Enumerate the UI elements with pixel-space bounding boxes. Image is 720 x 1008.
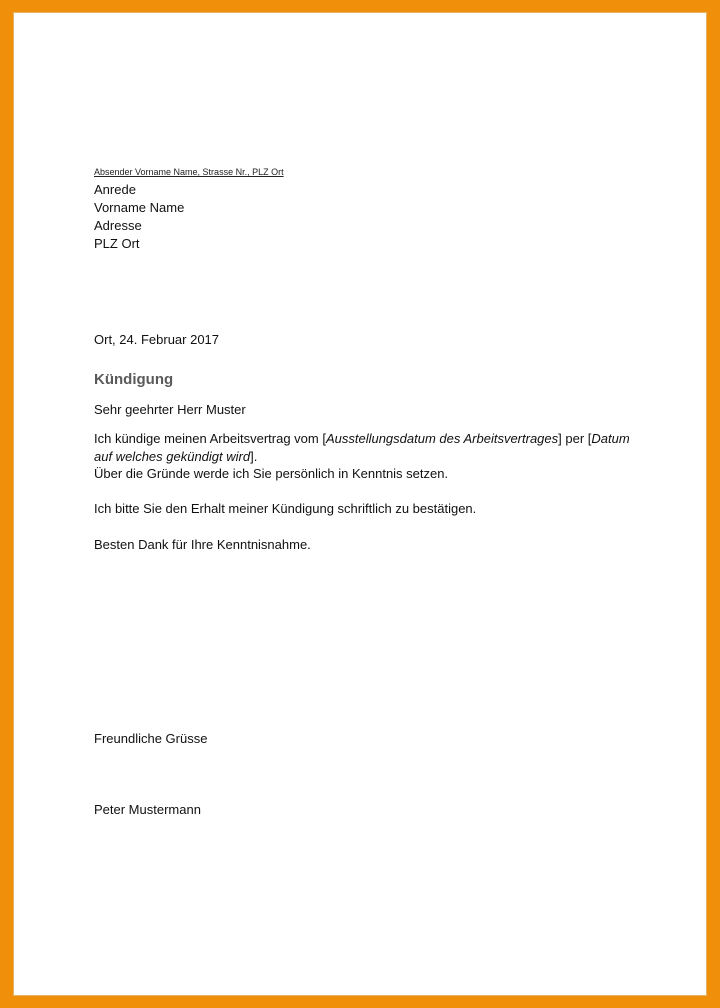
body1-text-a: Ich kündige meinen Arbeitsvertrag vom [: [94, 431, 326, 446]
letter-date: Ort, 24. Februar 2017: [94, 332, 220, 347]
body1-placeholder-termination-date: Datum auf welches gekündigt wird: [94, 431, 630, 464]
body1-line-2: Über die Gründe werde ich Sie persönlich in Kenntnis setzen.: [94, 466, 449, 481]
recipient-street: Adresse: [94, 218, 142, 233]
body1-text-c: ] per [: [558, 431, 592, 446]
recipient-name: Vorname Name: [94, 200, 185, 215]
body1-text-e: ].: [250, 448, 258, 464]
letter-subject: Kündigung: [94, 371, 174, 388]
recipient-salutation: Anrede: [94, 182, 136, 197]
letter-page: [13, 12, 707, 996]
sender-line: Absender Vorname Name, Strasse Nr., PLZ Ort: [94, 167, 284, 177]
body-paragraph-2: Ich bitte Sie den Erhalt meiner Kündigung schriftlich zu bestätigen.: [94, 501, 477, 516]
letter-signature: Peter Mustermann: [94, 802, 201, 817]
letter-salutation: Sehr geehrter Herr Muster: [94, 402, 246, 417]
body1-placeholder-contract-date: Ausstellungsdatum des Arbeitsvertrages: [325, 431, 559, 446]
body-paragraph-1: [94, 430, 634, 483]
letter-closing: Freundliche Grüsse: [94, 731, 208, 746]
body-paragraph-3: Besten Dank für Ihre Kenntnisnahme.: [94, 537, 311, 552]
recipient-address: [94, 181, 184, 253]
recipient-city: PLZ Ort: [94, 236, 140, 251]
